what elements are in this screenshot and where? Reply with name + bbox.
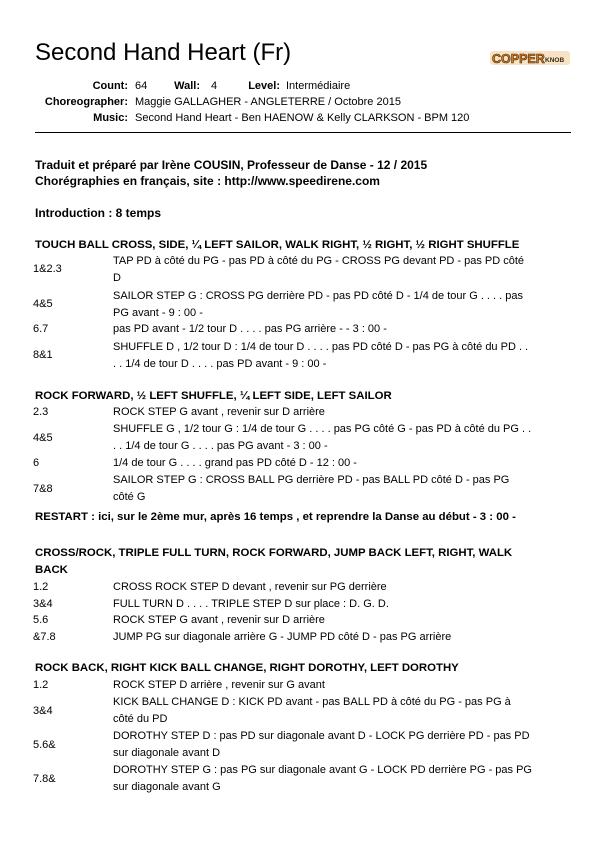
step-description-line: TAP PD à côté du PG - pas PD à côté du PG - CROSS PG devant PD - pas PD côté	[113, 255, 525, 267]
step-description-line: sur diagonale avant D	[113, 747, 221, 759]
level-value: Intermédiaire	[286, 80, 351, 92]
count-label: Count:	[92, 80, 128, 92]
step-count: 4&5	[33, 432, 53, 444]
count-value: 64	[135, 80, 148, 92]
step-description-line: CROSS ROCK STEP D devant , revenir sur PG derrière	[113, 581, 387, 593]
page-title: Second Hand Heart (Fr)	[35, 39, 292, 66]
step-count: 2.3	[33, 406, 49, 418]
step-description-line: PG avant - 9 : 00 -	[113, 307, 203, 319]
restart-note: RESTART : ici, sur le 2ème mur, après 16 temps , et reprendre la Danse au début - 3 : 00 -	[35, 511, 516, 523]
step-description-line: D	[113, 272, 121, 284]
step-count: 1.2	[33, 679, 49, 691]
step-count: 3&4	[33, 705, 53, 717]
step-count: 6.7	[33, 323, 49, 335]
step-description-line: sur diagonale avant G	[113, 781, 221, 793]
website-line: Chorégraphies en français, site : http://www.speedirene.com	[35, 174, 380, 188]
step-count: 7.8&	[33, 773, 56, 785]
section-heading: CROSS/ROCK, TRIPLE FULL TURN, ROCK FORWARD, JUMP BACK LEFT, RIGHT, WALK	[35, 547, 513, 559]
level-label: Level:	[248, 80, 280, 92]
wall-label: Wall:	[174, 80, 200, 92]
music-value: Second Hand Heart - Ben HAENOW & Kelly CLARKSON - BPM 120	[135, 112, 470, 124]
step-description-line: DOROTHY STEP G : pas PG sur diagonale avant G - LOCK PD derrière PG - pas PG	[113, 764, 532, 776]
step-count: 5.6&	[33, 739, 56, 751]
step-count: &7.8	[33, 631, 56, 643]
step-count: 5.6	[33, 614, 49, 626]
step-description-line: côté du PD	[113, 713, 168, 725]
step-description-line: . . 1/4 de tour D . . . . pas PD avant - 9 : 00 -	[113, 358, 327, 370]
step-description-line: ROCK STEP D arrière , revenir sur G avant	[113, 679, 325, 691]
choreographer-label: Choreographer:	[44, 96, 128, 108]
step-count: 1.2	[33, 581, 49, 593]
wall-value: 4	[211, 80, 218, 92]
translator-line: Traduit et préparé par Irène COUSIN, Professeur de Danse - 12 / 2015	[35, 158, 428, 172]
step-description-line: FULL TURN D . . . . TRIPLE STEP D sur place : D. G. D.	[113, 598, 389, 610]
step-description-line: . . 1/4 de tour G . . . . pas PG avant - 3 : 00 -	[113, 440, 328, 452]
step-description-line: ROCK STEP G avant , revenir sur D arrière	[113, 406, 325, 418]
step-count: 4&5	[33, 298, 53, 310]
step-description-line: JUMP PG sur diagonale arrière G - JUMP PD côté D - pas PG arrière	[113, 631, 452, 643]
step-count: 8&1	[33, 349, 53, 361]
section-heading: ROCK FORWARD, ½ LEFT SHUFFLE, ¼ LEFT SIDE, LEFT SAILOR	[35, 390, 392, 402]
header-divider	[35, 132, 571, 133]
step-count: 7&8	[33, 483, 53, 495]
choreographer-value: Maggie GALLAGHER - ANGLETERRE / Octobre 2015	[135, 96, 401, 108]
step-count: 3&4	[33, 598, 53, 610]
step-description-line: SHUFFLE G , 1/2 tour G : 1/4 de tour G . . . . pas PG côté G - pas PD à côté du PG . .	[113, 423, 532, 435]
step-description-line: pas PD avant - 1/2 tour D . . . . pas PG arrière - - 3 : 00 -	[113, 323, 387, 335]
introduction-line: Introduction : 8 temps	[35, 206, 161, 220]
music-label: Music:	[93, 112, 128, 124]
step-description-line: côté G	[113, 491, 146, 503]
svg-text:COPPER: COPPER	[492, 52, 545, 66]
section-heading: ROCK BACK, RIGHT KICK BALL CHANGE, RIGHT DOROTHY, LEFT DOROTHY	[35, 662, 459, 674]
step-count: 1&2.3	[33, 263, 62, 275]
section-heading: TOUCH BALL CROSS, SIDE, ¼ LEFT SAILOR, WALK RIGHT, ½ RIGHT, ½ RIGHT SHUFFLE	[35, 239, 520, 251]
copperknob-logo	[490, 49, 570, 67]
step-description-line: SAILOR STEP G : CROSS PG derrière PD - pas PD côté D - 1/4 de tour G . . . . pas	[113, 290, 523, 302]
step-count: 6	[33, 457, 40, 469]
step-description-line: SHUFFLE D , 1/2 tour D : 1/4 de tour D . . . . pas PD côté D - pas PG à côté du PD . .	[113, 341, 529, 353]
step-description-line: SAILOR STEP G : CROSS BALL PG derrière PD - pas BALL PD côté D - pas PG	[113, 474, 510, 486]
svg-text:KNOB: KNOB	[545, 57, 565, 64]
step-description-line: 1/4 de tour G . . . . grand pas PD côté D - 12 : 00 -	[113, 457, 357, 469]
step-description-line: ROCK STEP G avant , revenir sur D arrière	[113, 614, 325, 626]
step-description-line: KICK BALL CHANGE D : KICK PD avant - pas BALL PD à côté du PG - pas PG à	[113, 696, 511, 708]
step-description-line: DOROTHY STEP D : pas PD sur diagonale avant D - LOCK PG derrière PD - pas PD	[113, 730, 530, 742]
section-heading-continued: BACK	[35, 564, 68, 576]
